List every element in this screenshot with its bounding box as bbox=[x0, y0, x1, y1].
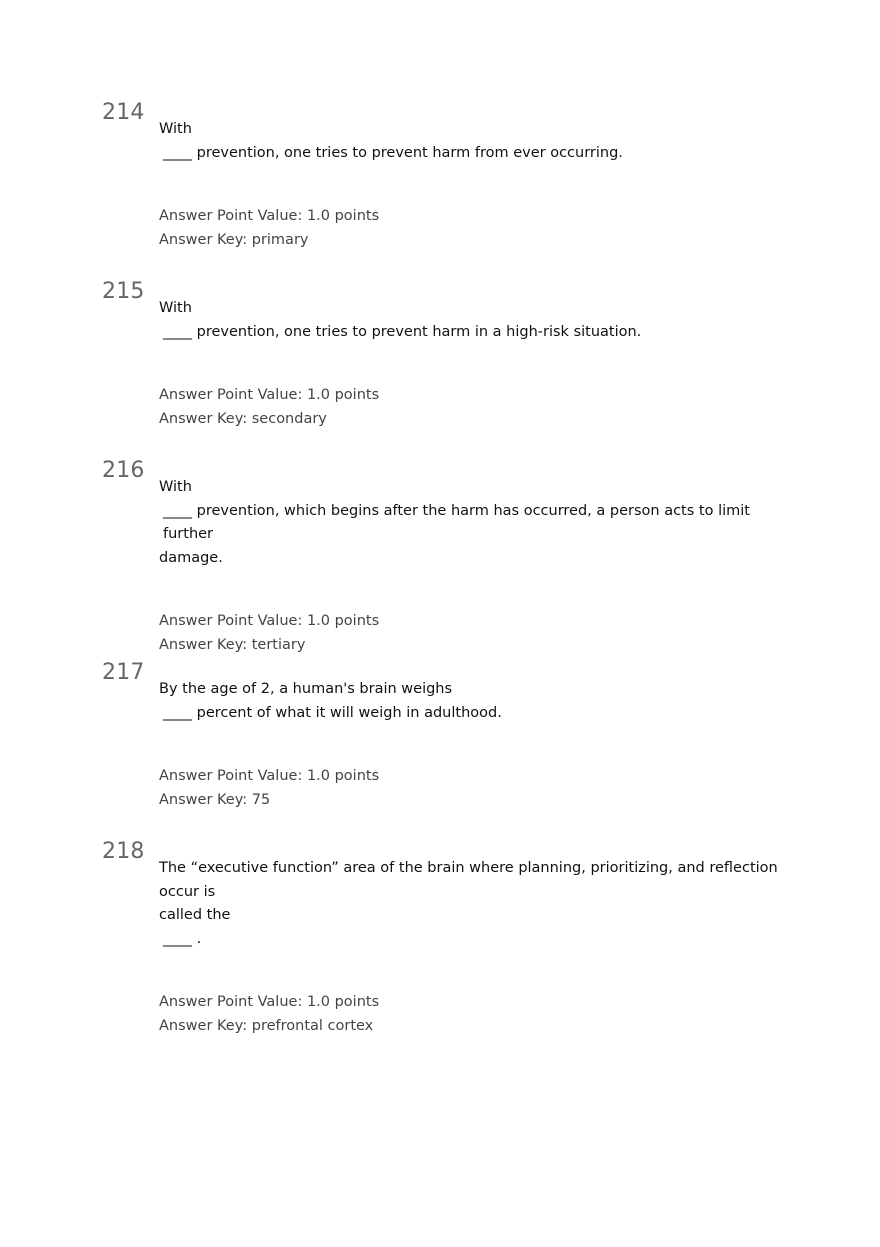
question-text-line: With bbox=[159, 479, 192, 495]
question-number: 217 bbox=[102, 660, 145, 685]
question-text-line: With bbox=[159, 300, 192, 316]
answer-meta bbox=[159, 991, 799, 1038]
answer-key: Answer Key: tertiary bbox=[159, 636, 306, 653]
answer-point-value: Answer Point Value: 1.0 points bbox=[159, 768, 380, 784]
question-text-line: ____ . bbox=[163, 930, 202, 947]
question-text-line: ____ percent of what it will weigh in adulthood. bbox=[163, 704, 502, 721]
answer-meta bbox=[159, 610, 799, 657]
answer-meta bbox=[159, 384, 799, 431]
question-number: 215 bbox=[102, 279, 145, 304]
answer-point-value: Answer Point Value: 1.0 points bbox=[159, 613, 380, 629]
question-text-line: By the age of 2, a human's brain weighs bbox=[159, 681, 453, 697]
question-number: 216 bbox=[102, 458, 145, 483]
question-body bbox=[159, 857, 799, 1038]
answer-meta bbox=[159, 765, 799, 812]
question-text-line: ____ prevention, which begins after the harm has occurred, a person acts to limit further bbox=[163, 502, 750, 542]
question-number: 218 bbox=[102, 839, 145, 864]
question-text-line: ____ prevention, one tries to prevent harm from ever occurring. bbox=[163, 144, 623, 161]
question-body bbox=[159, 678, 799, 812]
question-number: 214 bbox=[102, 100, 145, 125]
question-body bbox=[159, 297, 799, 431]
answer-point-value: Answer Point Value: 1.0 points bbox=[159, 387, 380, 403]
question-text-line: called the bbox=[159, 907, 231, 923]
question-body bbox=[159, 118, 799, 252]
question-text-line: damage. bbox=[159, 549, 223, 566]
answer-key: Answer Key: secondary bbox=[159, 410, 327, 427]
answer-meta bbox=[159, 205, 799, 252]
question-text-line: The “executive function” area of the brain where planning, prioritizing, and reflection occur is bbox=[159, 860, 778, 900]
answer-key: Answer Key: primary bbox=[159, 231, 309, 248]
question-text-line: With bbox=[159, 121, 192, 137]
question-body bbox=[159, 476, 799, 657]
question-text-line: ____ prevention, one tries to prevent harm in a high-risk situation. bbox=[163, 323, 642, 340]
answer-point-value: Answer Point Value: 1.0 points bbox=[159, 208, 380, 224]
answer-point-value: Answer Point Value: 1.0 points bbox=[159, 994, 380, 1010]
answer-key: Answer Key: 75 bbox=[159, 791, 271, 808]
answer-key: Answer Key: prefrontal cortex bbox=[159, 1017, 374, 1034]
